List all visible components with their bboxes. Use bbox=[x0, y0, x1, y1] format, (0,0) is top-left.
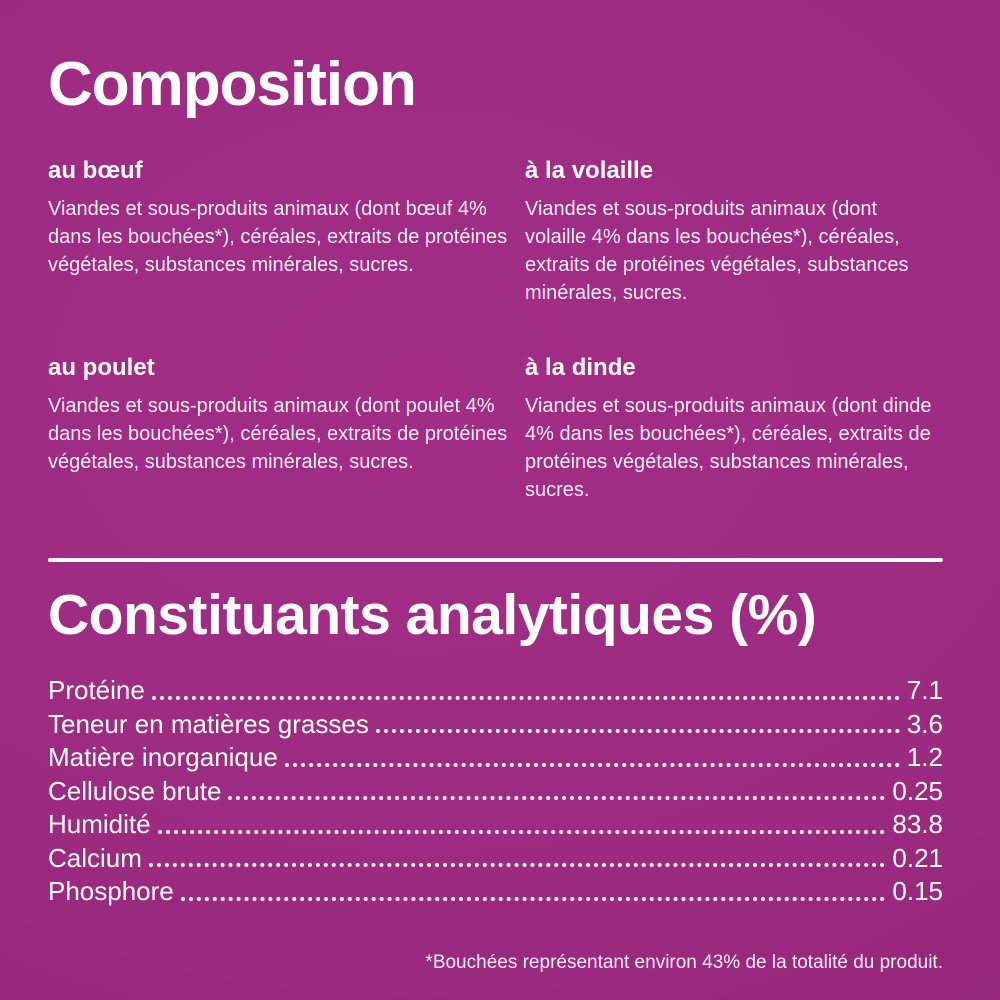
constituent-value: 83.8 bbox=[892, 809, 943, 839]
composition-title: Composition bbox=[48, 50, 416, 119]
footnote: *Bouchées représentant environ 43% de la totalité du produit. bbox=[425, 951, 943, 973]
constituent-value: 0.21 bbox=[892, 842, 943, 873]
dotted-leader bbox=[285, 763, 900, 767]
section-heading-au-poulet: au poulet bbox=[48, 354, 155, 381]
constituent-row-humidite bbox=[48, 808, 943, 842]
constituent-label: Calcium bbox=[48, 842, 142, 873]
section-divider bbox=[48, 558, 943, 562]
constituent-label: Humidité bbox=[48, 809, 151, 839]
section-a-la-dinde bbox=[525, 353, 943, 504]
section-a-la-volaille bbox=[525, 156, 943, 307]
constituent-value: 1.2 bbox=[906, 742, 943, 772]
constituent-row-matiere-inorganique bbox=[48, 741, 943, 775]
section-body-a-la-dinde: Viandes et sous-produits animaux (dont dinde 4% dans les bouchées*), céréales, extraits de protéines végétales, substances minérales, sucres. bbox=[525, 395, 932, 501]
constituent-row-cellulose-brute bbox=[48, 775, 943, 809]
constituent-value: 0.25 bbox=[892, 775, 943, 806]
constituent-label: Cellulose brute bbox=[48, 775, 222, 806]
dotted-leader bbox=[158, 830, 886, 834]
constituent-row-proteine bbox=[48, 674, 943, 708]
constituent-row-calcium bbox=[48, 842, 943, 876]
dotted-leader bbox=[152, 696, 900, 700]
dotted-leader bbox=[376, 729, 900, 733]
dotted-leader bbox=[181, 897, 886, 901]
composition-sections bbox=[48, 156, 943, 504]
constituent-value: 7.1 bbox=[906, 675, 943, 705]
section-heading-au-boeuf: au bœuf bbox=[48, 157, 143, 184]
analytical-title: Constituants analytiques (%) bbox=[48, 583, 817, 647]
constituent-label: Matière inorganique bbox=[48, 742, 278, 772]
dotted-leader bbox=[149, 863, 885, 867]
constituent-value: 3.6 bbox=[906, 708, 943, 739]
section-body-a-la-volaille: Viandes et sous-produits animaux (dont volaille 4% dans les bouchées*), céréales, extraits de protéines végétales, substances minérales, sucres. bbox=[525, 198, 909, 304]
constituent-label: Protéine bbox=[48, 675, 145, 705]
dotted-leader bbox=[228, 796, 885, 800]
section-heading-a-la-volaille: à la volaille bbox=[525, 157, 654, 184]
analytical-constituents-list bbox=[48, 674, 943, 909]
constituent-value: 0.15 bbox=[892, 876, 943, 906]
constituent-row-matieres-grasses bbox=[48, 708, 943, 742]
section-body-au-boeuf: Viandes et sous-produits animaux (dont bœuf 4% dans les bouchées*), céréales, extraits de protéines végétales, substances minérales, sucres. bbox=[48, 198, 508, 276]
section-au-boeuf bbox=[48, 156, 508, 307]
section-au-poulet bbox=[48, 353, 508, 504]
constituent-row-phosphore bbox=[48, 875, 943, 909]
constituent-label: Teneur en matières grasses bbox=[48, 708, 369, 739]
section-heading-a-la-dinde: à la dinde bbox=[525, 354, 636, 381]
constituent-label: Phosphore bbox=[48, 876, 174, 906]
section-body-au-poulet: Viandes et sous-produits animaux (dont poulet 4% dans les bouchées*), céréales, extraits de protéines végétales, substances minérales, sucres. bbox=[48, 395, 508, 473]
